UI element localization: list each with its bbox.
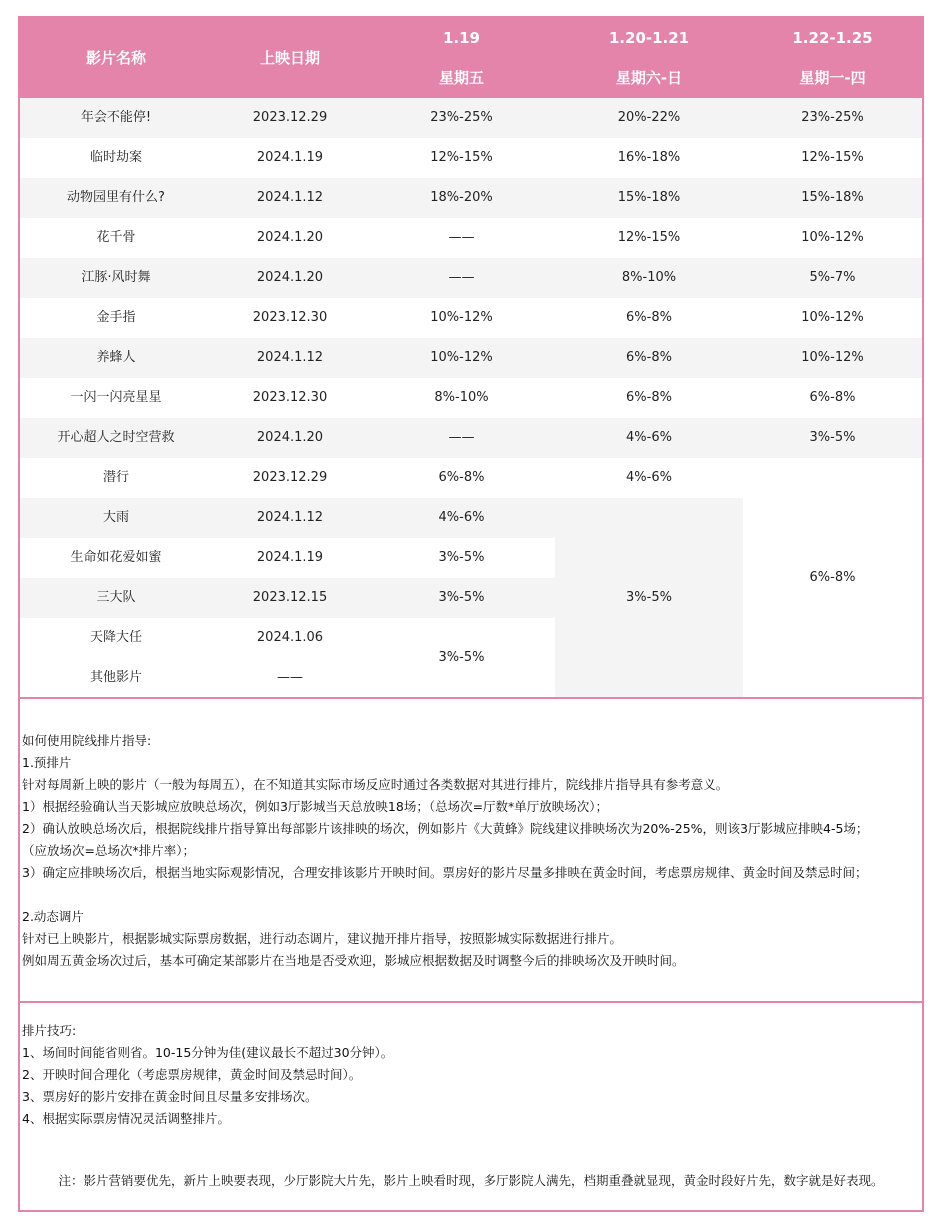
rate-p1: ——: [368, 258, 555, 298]
rate-p2: 12%-15%: [555, 218, 743, 258]
rate-p2: 20%-22%: [555, 98, 743, 138]
rate-p1-merged: 3%-5%: [368, 618, 555, 698]
rate-p1: 12%-15%: [368, 138, 555, 178]
rate-p3: 5%-7%: [743, 258, 922, 298]
tips-line: 2、开映时间合理化（考虑票房规律，黄金时间及禁忌时间）。: [22, 1067, 362, 1082]
tips-title: 排片技巧:: [22, 1023, 77, 1038]
section-divider: [20, 1001, 922, 1003]
release-date: 2023.12.15: [212, 578, 368, 618]
rate-p1: 10%-12%: [368, 338, 555, 378]
release-date: 2024.1.20: [212, 218, 368, 258]
rate-p3: 10%-12%: [743, 298, 922, 338]
guide-title: 如何使用院线排片指导:: [22, 733, 152, 748]
release-date: 2024.1.20: [212, 258, 368, 298]
guide-line: 3）确定应排映场次后，根据当地实际观影情况，合理安排该影片开映时间。票房好的影片尽量多排映在黄金时间，考虑票房规律、黄金时间及禁忌时间；: [22, 865, 868, 880]
film-name: 花千骨: [20, 218, 212, 258]
table-header: [20, 18, 922, 98]
rate-p3: 15%-18%: [743, 178, 922, 218]
rate-p3: 3%-5%: [743, 418, 922, 458]
rate-p3: 23%-25%: [743, 98, 922, 138]
release-date: 2024.1.19: [212, 538, 368, 578]
rate-p2: 6%-8%: [555, 338, 743, 378]
rate-p3-merged: 6%-8%: [743, 458, 922, 698]
table-row: [20, 458, 922, 498]
header-p3-date: 1.22-1.25: [743, 18, 922, 58]
tips-line: 3、票房好的影片安排在黄金时间且尽量多安排场次。: [22, 1089, 318, 1104]
rate-p1: 18%-20%: [368, 178, 555, 218]
guide-line: 针对每周新上映的影片（一般为每周五），在不知道其实际市场反应时通过各类数据对其进行排片，院线排片指导具有参考意义。: [22, 777, 729, 792]
schedule-table: [20, 18, 922, 698]
rate-p1: ——: [368, 218, 555, 258]
release-date: 2023.12.29: [212, 458, 368, 498]
rate-p1: 3%-5%: [368, 578, 555, 618]
table-row: [20, 378, 922, 418]
film-name: 三大队: [20, 578, 212, 618]
tips-line: 1、场间时间能省则省。10-15分钟为佳(建议最长不超过30分钟）。: [22, 1045, 394, 1060]
table-row: [20, 338, 922, 378]
film-name: 年会不能停!: [20, 98, 212, 138]
rate-p2: 16%-18%: [555, 138, 743, 178]
rate-p2: 6%-8%: [555, 378, 743, 418]
guide-line: 2）确认放映总场次后，根据院线排片指导算出每部影片该排映的场次，例如影片《大黄蜂》院线建议排映场次为20%-25%，则该3厅影城应排映4-5场；: [22, 821, 869, 836]
film-name: 金手指: [20, 298, 212, 338]
table-row: [20, 258, 922, 298]
film-name: 天降大任: [20, 618, 212, 658]
release-date: 2023.12.30: [212, 298, 368, 338]
release-date: 2023.12.30: [212, 378, 368, 418]
release-date: 2024.1.19: [212, 138, 368, 178]
film-name: 养蜂人: [20, 338, 212, 378]
guide-line: 例如周五黄金场次过后，基本可确定某部影片在当地是否受欢迎，影城应根据数据及时调整今后的排映场次及开映时间。: [22, 953, 685, 968]
guide-line: 1）根据经验确认当天影城应放映总场次，例如3厅影城当天总放映18场；（总场次=厅数*单厅放映场次）；: [22, 799, 609, 814]
release-date: 2024.1.20: [212, 418, 368, 458]
tips-line: 4、根据实际票房情况灵活调整排片。: [22, 1111, 230, 1126]
guide-line: [22, 884, 868, 906]
rate-p1: 8%-10%: [368, 378, 555, 418]
header-p1-day: 星期五: [368, 58, 555, 98]
release-date: ——: [212, 658, 368, 698]
release-date: 2024.1.12: [212, 178, 368, 218]
guide-line: （应放场次=总场次*排片率）；: [22, 843, 195, 858]
guide-line: 针对已上映影片，根据影城实际票房数据，进行动态调片，建议抛开排片指导，按照影城实际数据进行排片。: [22, 931, 623, 946]
table-row: [20, 98, 922, 138]
rate-p1: 4%-6%: [368, 498, 555, 538]
rate-p2: 6%-8%: [555, 298, 743, 338]
film-name: 开心超人之时空营救: [20, 418, 212, 458]
film-name: 动物园里有什么?: [20, 178, 212, 218]
guide-section: [22, 730, 868, 972]
rate-p1: 6%-8%: [368, 458, 555, 498]
rate-p1: 10%-12%: [368, 298, 555, 338]
rate-p2: 4%-6%: [555, 418, 743, 458]
header-p3-day: 星期一-四: [743, 58, 922, 98]
film-name: 其他影片: [20, 658, 212, 698]
rate-p1: ——: [368, 418, 555, 458]
film-name: 潜行: [20, 458, 212, 498]
rate-p2: 4%-6%: [555, 458, 743, 498]
film-name: 生命如花爱如蜜: [20, 538, 212, 578]
tips-section: [22, 1020, 393, 1130]
release-date: 2024.1.12: [212, 498, 368, 538]
table-row: [20, 298, 922, 338]
film-name: 临时劫案: [20, 138, 212, 178]
rate-p1: 3%-5%: [368, 538, 555, 578]
release-date: 2024.1.06: [212, 618, 368, 658]
header-p1-date: 1.19: [368, 18, 555, 58]
rate-p3: 6%-8%: [743, 378, 922, 418]
guide-line: 2.动态调片: [22, 909, 84, 924]
film-name: 大雨: [20, 498, 212, 538]
release-date: 2024.1.12: [212, 338, 368, 378]
table-row: [20, 218, 922, 258]
section-divider: [20, 697, 922, 699]
rate-p2-merged: 3%-5%: [555, 498, 743, 698]
header-film-name: 影片名称: [20, 18, 212, 98]
rate-p2: 15%-18%: [555, 178, 743, 218]
footnote: 注：影片营销要优先，新片上映要表现，少厅影院大片先，影片上映看时现，多厅影院人满先，档期重叠就显现，黄金时段好片先，数字就是好表现。: [58, 1173, 884, 1188]
rate-p3: 10%-12%: [743, 338, 922, 378]
table-row: [20, 138, 922, 178]
guide-line: 1.预排片: [22, 755, 72, 770]
release-date: 2023.12.29: [212, 98, 368, 138]
header-p2-day: 星期六-日: [555, 58, 743, 98]
table-row: [20, 418, 922, 458]
rate-p2: 8%-10%: [555, 258, 743, 298]
table-row: [20, 178, 922, 218]
rate-p3: 10%-12%: [743, 218, 922, 258]
rate-p3: 12%-15%: [743, 138, 922, 178]
film-name: 江豚·风时舞: [20, 258, 212, 298]
header-p2-date: 1.20-1.21: [555, 18, 743, 58]
rate-p1: 23%-25%: [368, 98, 555, 138]
film-name: 一闪一闪亮星星: [20, 378, 212, 418]
header-release-date: 上映日期: [212, 18, 368, 98]
